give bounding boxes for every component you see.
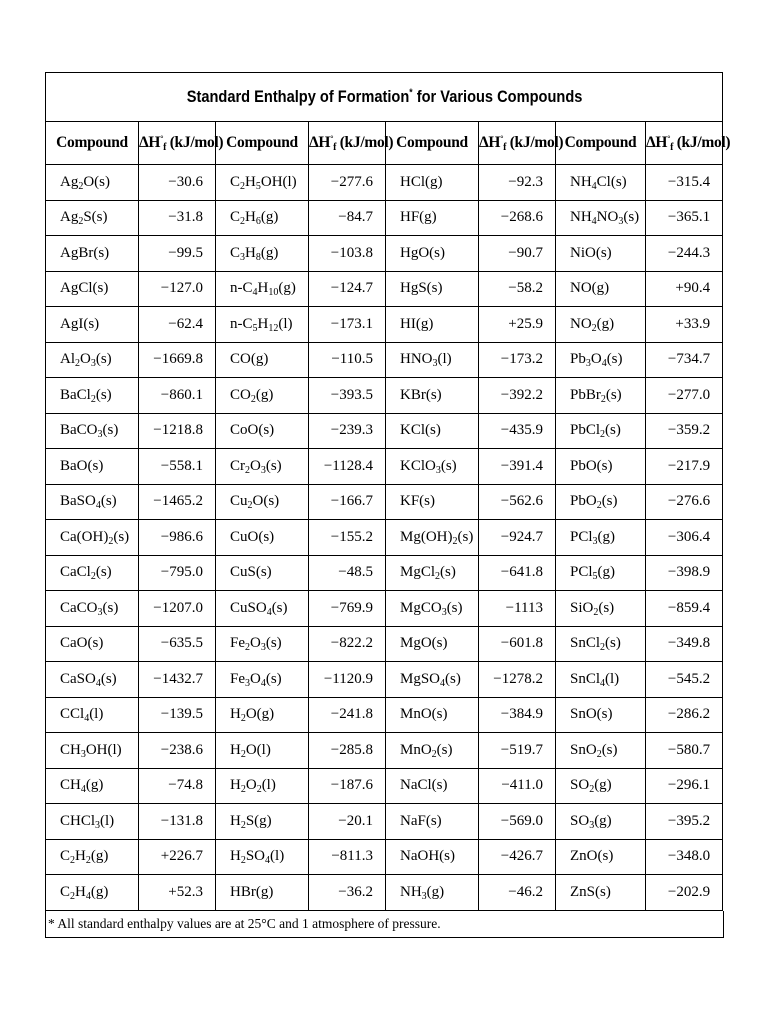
compound-cell: MnO(s) [386, 697, 479, 733]
enthalpy-value-cell: −315.4 [646, 165, 723, 201]
enthalpy-value-cell: −1120.9 [309, 662, 386, 698]
compound-cell: CaCl$_2$(s) [46, 555, 139, 591]
compound-cell: $NH_4Cl(s)$ [556, 165, 646, 201]
enthalpy-value-cell: −103.8 [309, 236, 386, 272]
enthalpy-value-cell: −36.2 [309, 875, 386, 911]
compound-cell: $Ag_2S(s)$ [46, 200, 139, 236]
compound-cell: $H_2SO_4(l)$ [216, 839, 309, 875]
compound-cell: CaCO$_3$(s) [46, 591, 139, 627]
enthalpy-value-cell: −859.4 [646, 591, 723, 627]
compound-cell: $NH_3(g)$ [386, 875, 479, 911]
enthalpy-value-cell: −349.8 [646, 626, 723, 662]
compound-cell: $C_2H_5OH(l)$ [216, 165, 309, 201]
enthalpy-value-cell: −391.4 [479, 449, 556, 485]
header-enthalpy: $\Delta H^\circ_f$ (kJ/mol) [479, 122, 556, 165]
enthalpy-value-cell: −202.9 [646, 875, 723, 911]
enthalpy-value-cell: −384.9 [479, 697, 556, 733]
compound-cell: PCl$_5$(g) [556, 555, 646, 591]
enthalpy-value-cell: −569.0 [479, 804, 556, 840]
header-enthalpy: $\Delta H^\circ_f$ (kJ/mol) [646, 122, 723, 165]
enthalpy-value-cell: −244.3 [646, 236, 723, 272]
enthalpy-value-cell: −558.1 [139, 449, 216, 485]
table-title [93, 73, 675, 122]
enthalpy-value-cell: −99.5 [139, 236, 216, 272]
enthalpy-value-cell: −286.2 [646, 697, 723, 733]
enthalpy-value-cell: −110.5 [309, 342, 386, 378]
enthalpy-value-cell: −811.3 [309, 839, 386, 875]
enthalpy-value-cell: −1432.7 [139, 662, 216, 698]
compound-cell: PbCl$_2$(s) [556, 413, 646, 449]
enthalpy-table-sheet [45, 72, 731, 938]
enthalpy-value-cell: −641.8 [479, 555, 556, 591]
table-row [46, 307, 723, 343]
enthalpy-value-cell: −187.6 [309, 768, 386, 804]
enthalpy-value-cell: −46.2 [479, 875, 556, 911]
compound-cell: CO(g) [216, 342, 309, 378]
enthalpy-value-cell: −124.7 [309, 271, 386, 307]
enthalpy-value-cell: −30.6 [139, 165, 216, 201]
enthalpy-value-cell: −924.7 [479, 520, 556, 556]
enthalpy-value-cell: −519.7 [479, 733, 556, 769]
header-row [46, 122, 723, 165]
table-body [46, 165, 723, 911]
enthalpy-value-cell: −296.1 [646, 768, 723, 804]
compound-cell: $H_2O_2(l)$ [216, 768, 309, 804]
compound-cell: BaCl$_2$(s) [46, 378, 139, 414]
enthalpy-value-cell: −769.9 [309, 591, 386, 627]
compound-cell: HgO(s) [386, 236, 479, 272]
compound-cell: KClO$_3$(s) [386, 449, 479, 485]
enthalpy-value-cell: −545.2 [646, 662, 723, 698]
compound-cell: $n-C_5H_{12}(l)$ [216, 307, 309, 343]
compound-cell: NaF(s) [386, 804, 479, 840]
enthalpy-value-cell: −92.3 [479, 165, 556, 201]
compound-cell: MgCl$_2$(s) [386, 555, 479, 591]
compound-cell: $C_2H_4(g)$ [46, 875, 139, 911]
compound-cell: $NH_4NO_3(s)$ [556, 200, 646, 236]
compound-cell: $Pb_3O_4(s)$ [556, 342, 646, 378]
enthalpy-value-cell: −562.6 [479, 484, 556, 520]
enthalpy-value-cell: −426.7 [479, 839, 556, 875]
enthalpy-value-cell: −74.8 [139, 768, 216, 804]
table-row [46, 626, 723, 662]
compound-cell: $H_2S(g)$ [216, 804, 309, 840]
header-compound: Compound [386, 122, 479, 165]
compound-cell: $HNO_3(l)$ [386, 342, 479, 378]
compound-cell: CaSO$_4$(s) [46, 662, 139, 698]
compound-cell: HgS(s) [386, 271, 479, 307]
enthalpy-value-cell: −276.6 [646, 484, 723, 520]
enthalpy-value-cell: −277.6 [309, 165, 386, 201]
compound-cell: NiO(s) [556, 236, 646, 272]
compound-cell: $SO_2(g)$ [556, 768, 646, 804]
enthalpy-value-cell: +25.9 [479, 307, 556, 343]
enthalpy-value-cell: −1207.0 [139, 591, 216, 627]
enthalpy-value-cell: −48.5 [309, 555, 386, 591]
enthalpy-value-cell: −139.5 [139, 697, 216, 733]
compound-cell: CoO(s) [216, 413, 309, 449]
enthalpy-value-cell: −365.1 [646, 200, 723, 236]
enthalpy-value-cell: −62.4 [139, 307, 216, 343]
enthalpy-value-cell: −20.1 [309, 804, 386, 840]
enthalpy-value-cell: +52.3 [139, 875, 216, 911]
compound-cell: MgSO$_4$(s) [386, 662, 479, 698]
enthalpy-value-cell: −268.6 [479, 200, 556, 236]
compound-cell: HBr(g) [216, 875, 309, 911]
compound-cell: ZnO(s) [556, 839, 646, 875]
compound-cell: SnO(s) [556, 697, 646, 733]
compound-cell: $CH_3OH(l)$ [46, 733, 139, 769]
table-row [46, 271, 723, 307]
enthalpy-value-cell: −580.7 [646, 733, 723, 769]
table-row [46, 200, 723, 236]
compound-cell: PbO$_2$(s) [556, 484, 646, 520]
table-row [46, 236, 723, 272]
compound-cell: AgCl(s) [46, 271, 139, 307]
compound-cell: KBr(s) [386, 378, 479, 414]
table-row [46, 165, 723, 201]
enthalpy-table [45, 72, 731, 911]
enthalpy-value-cell: −90.7 [479, 236, 556, 272]
enthalpy-value-cell: −285.8 [309, 733, 386, 769]
table-row [46, 591, 723, 627]
enthalpy-value-cell: +33.9 [646, 307, 723, 343]
compound-cell: $H_2O(l)$ [216, 733, 309, 769]
compound-cell: $Ca(OH)_2(s)$ [46, 520, 139, 556]
compound-cell: NaOH(s) [386, 839, 479, 875]
enthalpy-value-cell: −306.4 [646, 520, 723, 556]
enthalpy-value-cell: −238.6 [139, 733, 216, 769]
compound-cell: $Fe_2O_3(s)$ [216, 626, 309, 662]
table-row [46, 555, 723, 591]
table-row [46, 804, 723, 840]
compound-cell: $C_2H_2(g)$ [46, 839, 139, 875]
enthalpy-value-cell: −131.8 [139, 804, 216, 840]
compound-cell: $SO_3(g)$ [556, 804, 646, 840]
enthalpy-value-cell: −860.1 [139, 378, 216, 414]
compound-cell: MgO(s) [386, 626, 479, 662]
compound-cell: PbBr$_2$(s) [556, 378, 646, 414]
enthalpy-value-cell: −1278.2 [479, 662, 556, 698]
enthalpy-value-cell: −635.5 [139, 626, 216, 662]
table-row [46, 768, 723, 804]
compound-cell: CHCl$_3$(l) [46, 804, 139, 840]
compound-cell: $C_3H_8(g)$ [216, 236, 309, 272]
compound-cell: $C_2H_6(g)$ [216, 200, 309, 236]
enthalpy-value-cell: −58.2 [479, 271, 556, 307]
table-row [46, 733, 723, 769]
enthalpy-value-cell: −601.8 [479, 626, 556, 662]
compound-cell: AgBr(s) [46, 236, 139, 272]
compound-cell: SiO$_2$(s) [556, 591, 646, 627]
compound-cell: MnO$_2$(s) [386, 733, 479, 769]
enthalpy-value-cell: −241.8 [309, 697, 386, 733]
enthalpy-value-cell: −155.2 [309, 520, 386, 556]
enthalpy-value-cell: −31.8 [139, 200, 216, 236]
enthalpy-value-cell: +90.4 [646, 271, 723, 307]
enthalpy-value-cell: −734.7 [646, 342, 723, 378]
enthalpy-value-cell: −822.2 [309, 626, 386, 662]
compound-cell: $Ag_2O(s)$ [46, 165, 139, 201]
header-enthalpy: $\Delta H^\circ_f$ (kJ/mol) [139, 122, 216, 165]
enthalpy-value-cell: −348.0 [646, 839, 723, 875]
enthalpy-value-cell: −1669.8 [139, 342, 216, 378]
header-enthalpy: $\Delta H^\circ_f$ (kJ/mol) [309, 122, 386, 165]
compound-cell: PCl$_3$(g) [556, 520, 646, 556]
compound-cell: BaCO$_3$(s) [46, 413, 139, 449]
compound-cell: HCl(g) [386, 165, 479, 201]
table-row [46, 378, 723, 414]
enthalpy-value-cell: −127.0 [139, 271, 216, 307]
compound-cell: $CO_2(g)$ [216, 378, 309, 414]
compound-cell: CuO(s) [216, 520, 309, 556]
enthalpy-value-cell: −277.0 [646, 378, 723, 414]
table-row [46, 839, 723, 875]
compound-cell: SnO$_2$(s) [556, 733, 646, 769]
enthalpy-value-cell: −986.6 [139, 520, 216, 556]
compound-cell: $Al_2O_3(s)$ [46, 342, 139, 378]
enthalpy-value-cell: −393.5 [309, 378, 386, 414]
compound-cell: BaSO$_4$(s) [46, 484, 139, 520]
compound-cell: SnCl$_2$(s) [556, 626, 646, 662]
compound-cell: MgCO$_3$(s) [386, 591, 479, 627]
table-row [46, 413, 723, 449]
table-title-text: Standard Enthalpy of Formation* for Various Compounds [186, 87, 582, 106]
compound-cell: $Cr_2O_3(s)$ [216, 449, 309, 485]
enthalpy-value-cell: −173.2 [479, 342, 556, 378]
compound-cell: NO(g) [556, 271, 646, 307]
enthalpy-value-cell: −1218.8 [139, 413, 216, 449]
enthalpy-value-cell: −398.9 [646, 555, 723, 591]
enthalpy-value-cell: +226.7 [139, 839, 216, 875]
compound-cell: CuS(s) [216, 555, 309, 591]
enthalpy-value-cell: −395.2 [646, 804, 723, 840]
enthalpy-value-cell: −1465.2 [139, 484, 216, 520]
enthalpy-value-cell: −1113 [479, 591, 556, 627]
table-row [46, 697, 723, 733]
compound-cell: BaO(s) [46, 449, 139, 485]
enthalpy-value-cell: −411.0 [479, 768, 556, 804]
header-compound: Compound [216, 122, 309, 165]
compound-cell: PbO(s) [556, 449, 646, 485]
enthalpy-value-cell: −217.9 [646, 449, 723, 485]
compound-cell: ZnS(s) [556, 875, 646, 911]
compound-cell: HI(g) [386, 307, 479, 343]
compound-cell: KCl(s) [386, 413, 479, 449]
table-row [46, 484, 723, 520]
compound-cell: CaO(s) [46, 626, 139, 662]
table-row [46, 520, 723, 556]
compound-cell: $n-C_4H_{10}(g)$ [216, 271, 309, 307]
header-compound: Compound [556, 122, 646, 165]
compound-cell: $NO_2(g)$ [556, 307, 646, 343]
compound-cell: NaCl(s) [386, 768, 479, 804]
compound-cell: CuSO$_4$(s) [216, 591, 309, 627]
compound-cell: SnCl$_4$(l) [556, 662, 646, 698]
compound-cell: $CH_4(g)$ [46, 768, 139, 804]
header-compound: Compound [46, 122, 139, 165]
enthalpy-value-cell: −84.7 [309, 200, 386, 236]
footnote: * All standard enthalpy values are at 25°C and 1 atmosphere of pressure. [45, 911, 724, 938]
enthalpy-value-cell: −392.2 [479, 378, 556, 414]
compound-cell: AgI(s) [46, 307, 139, 343]
enthalpy-value-cell: −795.0 [139, 555, 216, 591]
table-row [46, 342, 723, 378]
enthalpy-value-cell: −435.9 [479, 413, 556, 449]
compound-cell: $Mg(OH)_2(s)$ [386, 520, 479, 556]
compound-cell: CCl$_4$(l) [46, 697, 139, 733]
table-row [46, 662, 723, 698]
table-row [46, 449, 723, 485]
compound-cell: $H_2O(g)$ [216, 697, 309, 733]
enthalpy-value-cell: −359.2 [646, 413, 723, 449]
enthalpy-value-cell: −166.7 [309, 484, 386, 520]
table-row [46, 875, 723, 911]
compound-cell: $Fe_3O_4(s)$ [216, 662, 309, 698]
compound-cell: HF(g) [386, 200, 479, 236]
enthalpy-value-cell: −239.3 [309, 413, 386, 449]
enthalpy-value-cell: −173.1 [309, 307, 386, 343]
compound-cell: KF(s) [386, 484, 479, 520]
enthalpy-value-cell: −1128.4 [309, 449, 386, 485]
compound-cell: $Cu_2O(s)$ [216, 484, 309, 520]
